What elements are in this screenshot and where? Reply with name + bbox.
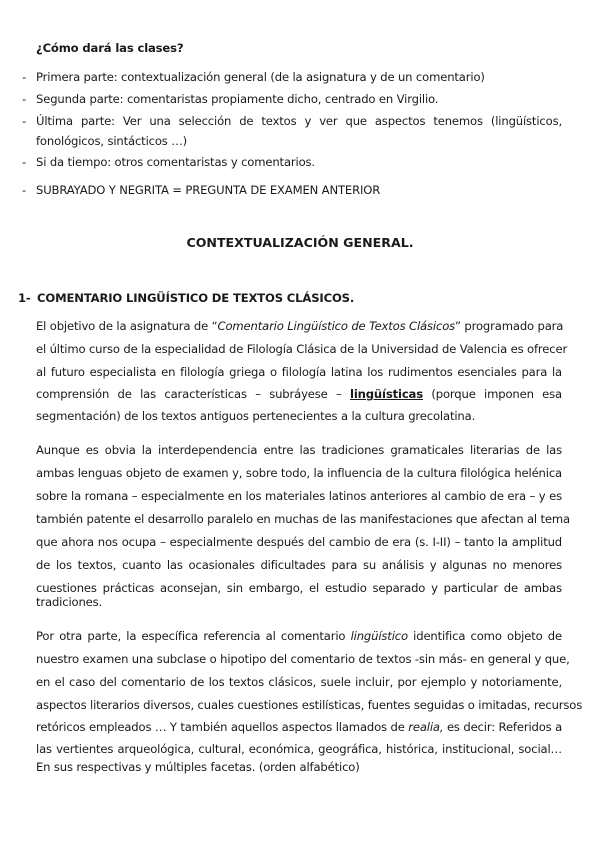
bullet-item: Última parte: Ver una selección de textos y ver que aspectos tenemos (lingüísticos, [36,114,562,128]
paragraph-line: al futuro especialista en filología griega o filología latina los rudimentos esenciales para la [36,365,562,379]
paragraph-line: cuestiones prácticas aconsejan, sin embargo, el estudio separado y particular de ambas [36,581,562,595]
paragraph-line: comprensión de las características – subráyese – lingüísticas (porque imponen esa [36,387,562,401]
paragraph-line: el último curso de la especialidad de Filología Clásica de la Universidad de Valencia es ofrecer [36,342,568,356]
paragraph-line: aspectos literarios diversos, cuales cuestiones estilísticas, fuentes seguidas o imitadas, recursos [36,698,583,712]
paragraph-line: las vertientes arqueológica, cultural, económica, geográfica, histórica, institucional, social… [36,742,562,756]
paragraph-line: que ahora nos ocupa – especialmente después del cambio de era (s. I-II) – tanto la amplitud [36,535,562,549]
paragraph-line: En sus respectivas y múltiples facetas. (orden alfabético) [36,760,360,774]
paragraph-line: Por otra parte, la específica referencia al comentario lingüístico identifica como objeto de [36,629,562,643]
paragraph-line: segmentación) de los textos antiguos pertenecientes a la cultura grecolatina. [36,409,476,423]
paragraph-line: en el caso del comentario de los textos clásicos, suele incluir, por ejemplo y notoriamente, [36,675,562,689]
italic-term: realia, [408,720,444,734]
paragraph-line: nuestro examen una subclase o hipotipo del comentario de textos -sin más- en general y que, [36,652,570,666]
paragraph-line: tradiciones. [36,595,103,609]
class-question-heading: ¿Cómo dará las clases? [36,41,184,55]
subsection-number: 1- [18,291,31,305]
paragraph-line: también patente el desarrollo paralelo en muchas de las manifestaciones que afectan al tema [36,512,570,526]
exam-question-underlined: lingüísticas [350,387,423,401]
paragraph-line: retóricos empleados … Y también aquellos aspectos llamados de realia, es decir: Referidos a [36,720,563,734]
bullet-item-continuation: fonológicos, sintácticos …) [36,134,188,148]
bullet-dash: - [22,92,27,106]
paragraph-line: Aunque es obvia la interdependencia entre las tradiciones gramaticales literarias de las [36,443,562,457]
bullet-dash: - [22,155,27,169]
italic-term: lingüístico [350,629,408,643]
bullet-item: Segunda parte: comentaristas propiamente dicho, centrado en Virgilio. [36,92,439,106]
paragraph-line: de los textos, cuanto las ocasionales dificultades para su análisis y algunas no menores [36,558,562,572]
bullet-dash: - [22,70,27,84]
bullet-dash: - [22,183,27,197]
bullet-item-legend: SUBRAYADO Y NEGRITA = PREGUNTA DE EXAMEN ANTERIOR [36,183,381,197]
paragraph-line: sobre la romana – especialmente en los materiales latinos anteriores al cambio de era – y es [36,489,562,503]
course-name-italic: Comentario Lingüístico de Textos Clásicos [217,319,456,333]
subsection-title: COMENTARIO LINGÜÍSTICO DE TEXTOS CLÁSICOS. [37,291,355,305]
section-title: CONTEXTUALIZACIÓN GENERAL. [186,235,414,250]
bullet-dash: - [22,114,27,128]
paragraph-line: ambas lenguas objeto de examen y, sobre todo, la influencia de la cultura filológica helénica [36,466,562,480]
paragraph-line: El objetivo de la asignatura de “Comentario Lingüístico de Textos Clásicos” programado para [36,319,564,333]
bullet-item: Si da tiempo: otros comentaristas y comentarios. [36,155,315,169]
bullet-item: Primera parte: contextualización general (de la asignatura y de un comentario) [36,70,485,84]
